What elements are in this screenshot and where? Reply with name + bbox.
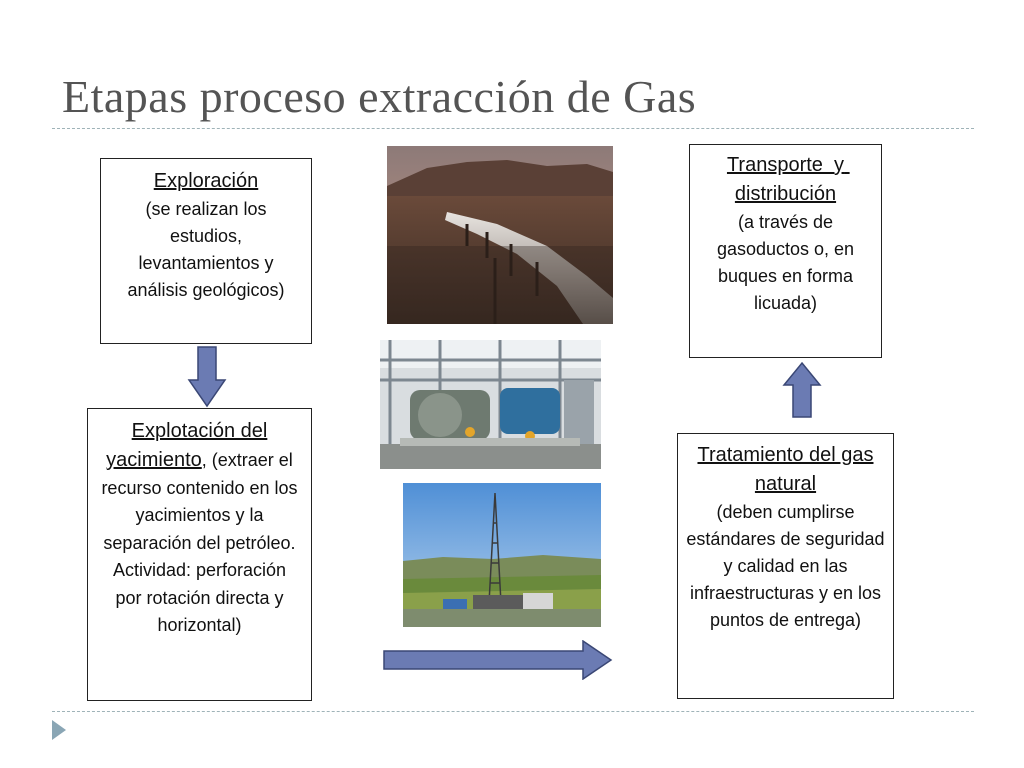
slide-title: Etapas proceso extracción de Gas: [62, 71, 697, 122]
tratamiento-body: (deben cumplirse estándares de seguridad y calidad en las infraestructuras y en los puntos de entrega): [686, 502, 885, 630]
gas-processing-plant-photo: [380, 340, 601, 469]
explotacion-body: , (extraer el recurso contenido en los yacimientos y la separación del petróleo. Actividad: perforación por rotación directa y horizontal): [101, 450, 298, 636]
arrow-down-icon: [187, 346, 227, 408]
title-divider: [52, 128, 974, 129]
exploracion-heading: Exploración: [153, 170, 259, 192]
explotacion-heading: Explotación del yacimiento: [106, 420, 268, 471]
exploracion-box: [100, 158, 312, 344]
tratamiento-box: [677, 433, 894, 699]
pipeline-photo: [387, 146, 613, 324]
transporte-box: [689, 144, 882, 358]
tratamiento-heading: Tratamiento del gas natural: [697, 444, 874, 495]
transporte-body: (a través de gasoductos o, en buques en forma licuada): [716, 212, 855, 313]
footer-divider: [52, 711, 974, 712]
exploracion-body: (se realizan los estudios, levantamientos y análisis geológicos): [127, 199, 285, 300]
arrow-up-icon: [782, 361, 822, 419]
arrow-right-icon: [383, 640, 613, 680]
explotacion-box: [87, 408, 312, 701]
transporte-heading: Transporte y distribución: [726, 154, 850, 205]
slide-bullet-marker: [52, 720, 66, 740]
drilling-rig-photo: [403, 483, 601, 627]
